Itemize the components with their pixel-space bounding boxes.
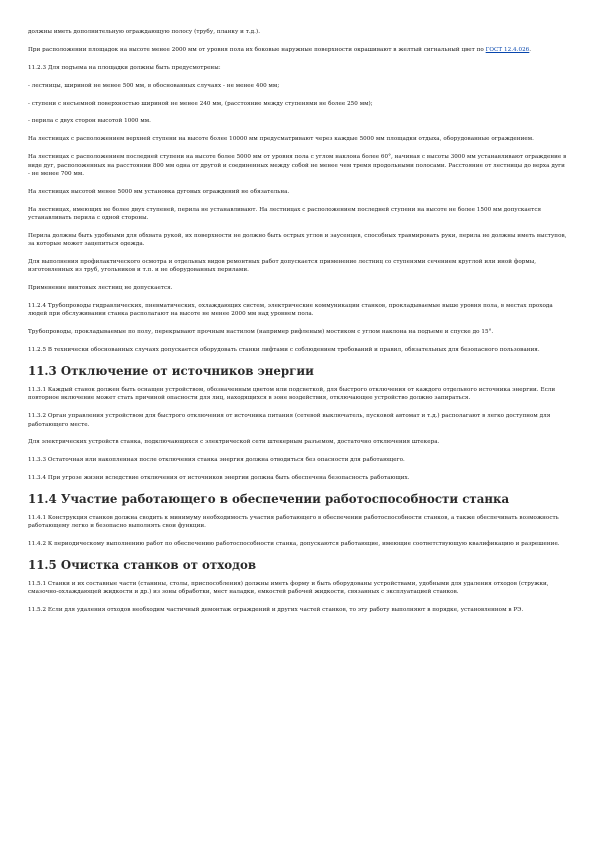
paragraph: должны иметь дополнительную ограждающую полосу (трубу, планку и т.д.). [28,29,261,35]
paragraph: 11.3.1 Каждый станок должен быть оснащен устройством, обозначенным цветом или подсветкой, для быстрого отключения от каждого отдельного источника энергии. Если повторное включение может стать причиной опасности для лиц, находящихся в зоне воздействия, отключающее устройство должно запираться. [28,387,556,402]
list-item: - перила с двух сторон высотой 1000 мм. [28,118,151,125]
paragraph: При расположении площадок на высоте менее 2000 мм от уровня пола их боковые наружные поверхности окрашивают в желтый сигнальный цвет по ГОСТ 12.4.026. [28,46,532,53]
paragraph: Для выполнения профилактического осмотра и отдельных видов ремонтных работ допускается применение лестниц со ступенями сечением круглой или иной формы, изготовленных из труб, угольников и т.п. и не оборудованных перилами. [28,258,537,274]
paragraph: Трубопроводы, прокладываемые по полу, перекрывают прочным настилом (например рифленым) мостиком с углом наклона на подъеме и спуске до 15°. [28,329,494,336]
paragraph: 11.2.3 Для подъема на площадки должны быть предусмотрены: [28,64,221,71]
list-item: - ступени с несъемной поверхностью шириной не менее 240 мм, (расстояние между ступенями не более 250 мм); [28,100,373,107]
paragraph: На лестницах высотой менее 5000 мм установка дуговых ограждений не обязательна. [28,188,290,195]
paragraph: 11.2.4 Трубопроводы гидравлических, пневматических, охлаждающих систем, электрические коммуникации станков, прокладываемые выше уровня пола, в местах прохода людей при обслуживании станка располагают на высоте не менее 2000 мм над уровнем пола. [28,303,553,318]
paragraph: 11.3.3 Остаточная или накопленная после отключения станка энергия должна отводиться без опасности для работающего. [28,457,405,464]
paragraph: 11.4.2 К периодическому выполнению работ по обеспечению работоспособности станка, допускаются работающие, имеющие соответствующую квалификацию и разрешение. [28,541,560,548]
paragraph: На лестницах с расположением верхней ступени на высоте более 10000 мм предусматривают через каждые 5000 мм площадки отдыха, оборудованные ограждением. [28,136,534,143]
paragraph: 11.3.4 При угрозе жизни вследствие отключения от источников энергии должна быть обеспечена безопасность работающих. [28,475,410,482]
paragraph: На лестницах с расположением последней ступени на высоте более 5000 мм от уровня пола с углом наклона более 60°, начиная с высоты 3000 мм устанавливают ограждение в виде дуг, расположенных на расстоянии 800 мм одна от другой и соединенных между собой не менее чем тремя продольными полосами. Расстояние от лестницы до верха дуги - не менее 700 мм. [28,154,567,177]
paragraph: Для электрических устройств станка, подключающихся с электрической сети штекерным разъемом, достаточно отключения штекера. [28,439,440,446]
paragraph: 11.3.2 Орган управления устройством для быстрого отключения от источника питания (сетевой выключатель, пусковой автомат и т.д.) располагают в легко доступном для работающего месте. [28,413,551,428]
gost-link[interactable]: ГОСТ 12.4.026 [485,46,530,53]
paragraph: Применение винтовых лестниц не допускается. [28,285,173,292]
section-heading: 11.4 Участие работающего в обеспечении работоспособности станка [28,492,510,507]
paragraph: 11.4.1 Конструкция станков должна сводить к минимуму необходимость участия работающего в обеспечении работоспособности станков, а также обеспечивать возможность работающему легко и безопасно выполнять свои функции. [28,515,559,530]
section-heading: 11.3 Отключение от источников энергии [28,364,314,379]
paragraph: 11.5.2 Если для удаления отходов необходим частичный демонтаж ограждений и других частей станков, то эту работу выполняют в порядке, установленном в РЭ. [28,607,524,614]
section-heading: 11.5 Очистка станков от отходов [28,558,257,573]
paragraph: На лестницах, имеющих не более двух ступеней, перила не устанавливают. На лестницах с расположением последней ступени на высоте не более 1500 мм допускается устанавливать перила с одной стороны. [28,206,542,221]
list-item: - лестницы, шириной не менее 500 мм, в обоснованных случаях - не менее 400 мм; [28,82,280,89]
paragraph: 11.5.1 Станки и их составные части (станины, столы, приспособления) должны иметь форму и быть оборудованы устройствами, удобными для удаления отходов (стружки, смазочно-охлаждающей жидкости и др.) из зоны обработки, мест наладки, емкостей рабочей жидкости, связанных с эксплуатацией станков. [28,581,549,596]
paragraph: Перила должны быть удобными для обхвата рукой, их поверхности не должно быть острых углов и заусенцев, способных травмировать руки, перила не должны иметь выступов, за которые может зацепиться одежда. [28,232,567,248]
paragraph: 11.2.5 В технически обоснованных случаях допускается оборудовать станки лифтами с соблюдением требований и правил, обязательных для безопасного пользования. [28,347,540,354]
